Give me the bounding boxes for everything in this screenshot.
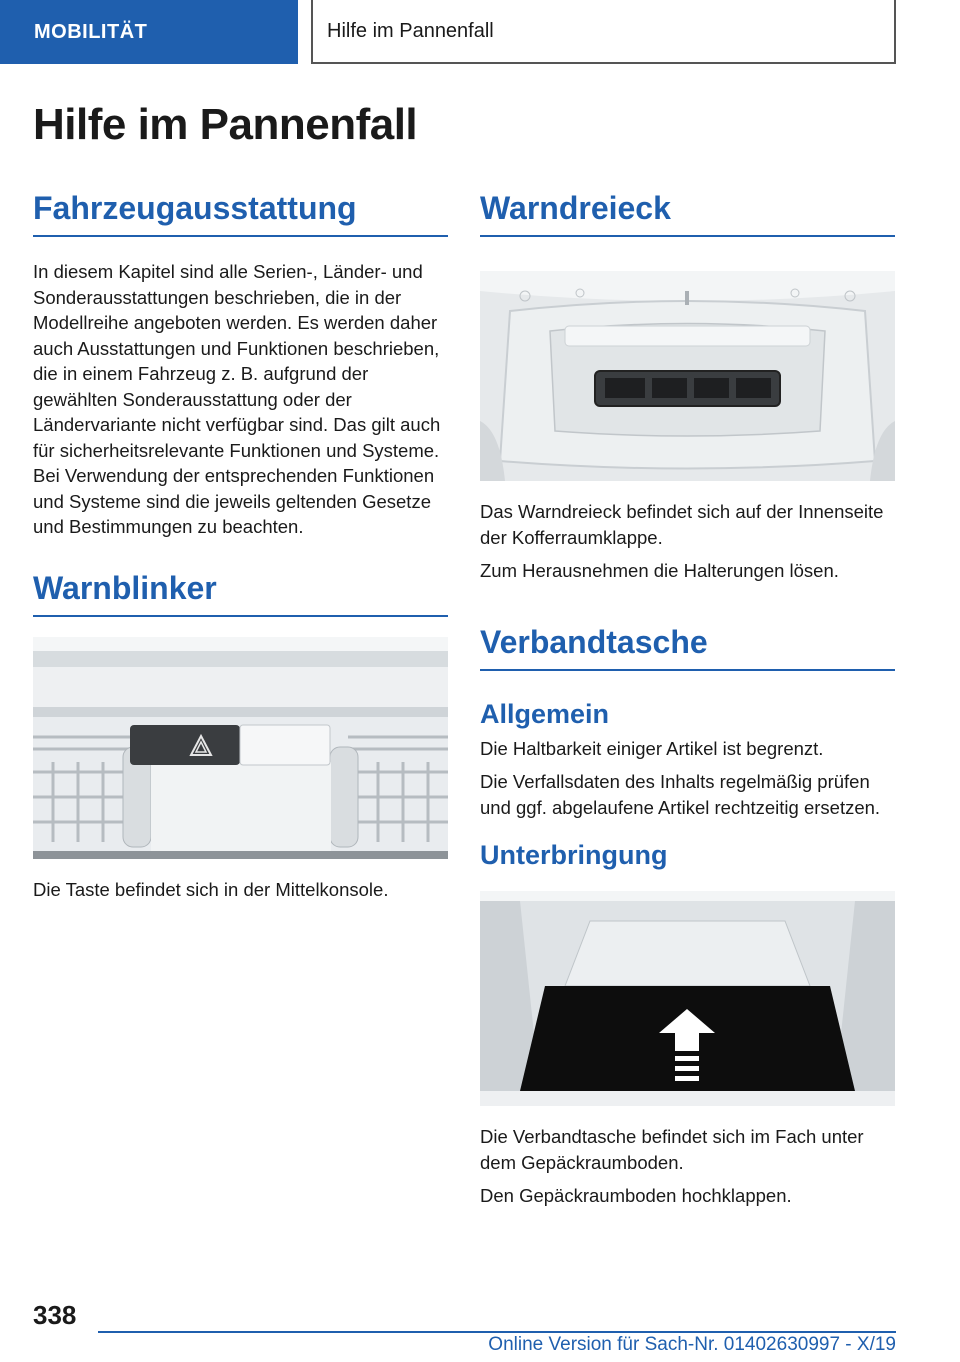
chapter-header: Hilfe im Pannenfall (311, 0, 896, 64)
paragraph-unterbringung-1: Die Verbandtasche befindet sich im Fach unter dem Gepäckraumboden. (480, 1126, 864, 1173)
warning-triangle-image (480, 271, 895, 481)
subheading-unterbringung: Unterbringung (480, 840, 668, 870)
right-column (480, 190, 895, 1217)
left-column (33, 190, 448, 910)
section-tab: MOBILITÄT (0, 0, 298, 64)
hazard-switch-image (33, 637, 448, 859)
first-aid-kit-image (480, 891, 895, 1106)
paragraph-warndreieck-1: Das Warndreieck befindet sich auf der Innenseite der Kofferraumklappe. (480, 501, 884, 548)
heading-fahrzeugausstattung: Fahrzeugausstattung (33, 190, 448, 237)
page-number: 338 (33, 1300, 77, 1330)
paragraph-allgemein-2: Die Verfallsdaten des Inhalts regelmäßig prüfen und ggf. abgelaufene Artikel rechtzeitig ersetzen. (480, 771, 881, 818)
paragraph-warndreieck-2: Zum Herausnehmen die Halterungen lösen. (480, 560, 839, 581)
paragraph-fahrzeugausstattung: In diesem Kapitel sind alle Serien-, Länder- und Sonderausstattungen beschrieben, die in der Modellreihe angeboten werden. Es werden daher auch Ausstattungen und Funktionen beschrieben, die in einem Fahrzeug z. B. aufgrund der gewählten Sonderausstattung oder der Ländervariante nicht verfügbar sind. Das gilt auch für sicherheitsrelevante Funktionen und Systeme. Bei Verwendung der entsprechenden Funktionen und Systeme sind die jeweils geltenden Gesetze und Bestimmungen zu beachten. (33, 261, 441, 537)
subheading-allgemein: Allgemein (480, 698, 610, 729)
paragraph-allgemein-1: Die Haltbarkeit einiger Artikel ist begrenzt. (480, 737, 824, 759)
page-title: Hilfe im Pannenfall (33, 100, 418, 149)
footer-divider (98, 1331, 896, 1333)
heading-warndreieck: Warndreieck (480, 190, 895, 237)
heading-verbandtasche: Verbandtasche (480, 624, 895, 671)
heading-warnblinker: Warnblinker (33, 570, 448, 617)
caption-warnblinker: Die Taste befindet sich in der Mittelkonsole. (33, 878, 389, 900)
paragraph-unterbringung-2: Den Gepäckraumboden hochklappen. (480, 1185, 792, 1206)
footer-online-version: Online Version für Sach-Nr. 01402630997 - X/19 (488, 1334, 896, 1355)
